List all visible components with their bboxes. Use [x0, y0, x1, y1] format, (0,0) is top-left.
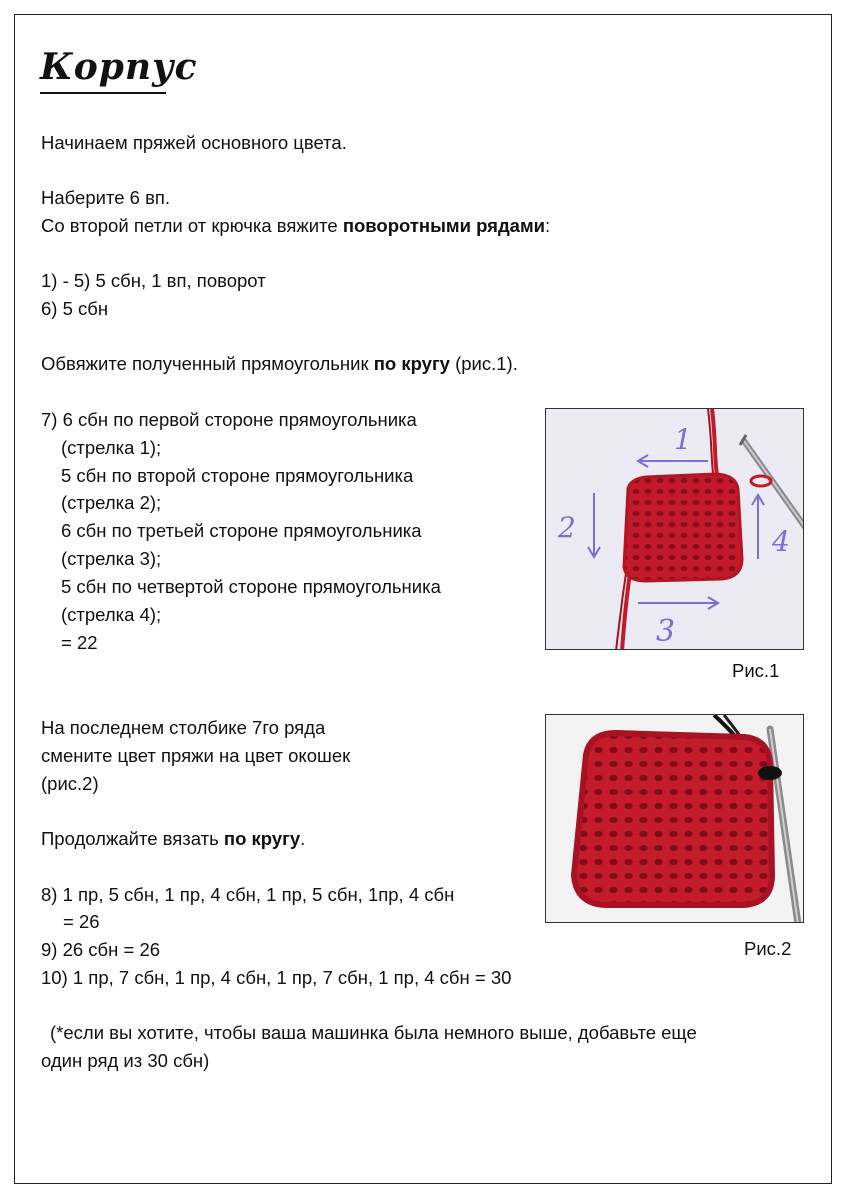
row-7-line: (стрелка 2); [61, 492, 162, 513]
figure-1-caption: Рис.1 [732, 660, 780, 681]
color-change-line: смените цвет пряжи на цвет окошек [41, 745, 351, 766]
edge-instruction: Обвяжите полученный прямоугольник по кругу (рис.1). [41, 353, 518, 374]
turning-rows-text: Со второй петли от крючка вяжите поворотными рядами: [41, 215, 551, 236]
row-7-total: = 22 [61, 632, 98, 653]
arrow-label: 1 [674, 423, 692, 456]
row-7-line: 5 сбн по второй стороне прямоугольника [61, 465, 414, 486]
title-underline [40, 92, 166, 94]
arrow-label: 3 [656, 614, 676, 649]
row-9: 9) 26 сбн = 26 [41, 939, 161, 960]
row-7-line: 6 сбн по третьей стороне прямоугольника [61, 520, 422, 541]
color-change-line: (рис.2) [41, 773, 99, 794]
figure-2-caption: Рис.2 [744, 938, 792, 959]
intro-text: Начинаем пряжей основного цвета. [41, 132, 347, 153]
arrow-label: 2 [558, 511, 576, 544]
row-1-5: 1) - 5) 5 сбн, 1 вп, поворот [41, 270, 266, 291]
note-text: (*если вы хотите, чтобы ваша машинка была немного выше, добавьте еще [50, 1022, 697, 1043]
page-title: Корпус [40, 46, 198, 88]
arrow-label: 4 [772, 525, 790, 558]
row-6: 6) 5 сбн [41, 298, 109, 319]
figure-2-photo [545, 714, 804, 923]
figure-1-photo [545, 408, 804, 650]
row-10: 10) 1 пр, 7 сбн, 1 пр, 4 сбн, 1 пр, 7 сбн, 1 пр, 4 сбн = 30 [41, 967, 512, 988]
cast-on-text: Наберите 6 вп. [41, 187, 171, 208]
note-text: один ряд из 30 сбн) [41, 1050, 210, 1071]
row-7-line: (стрелка 4); [61, 604, 162, 625]
color-change-line: На последнем столбике 7го ряда [41, 717, 326, 738]
row-8-total: = 26 [63, 911, 100, 932]
row-7-line: (стрелка 3); [61, 548, 162, 569]
row-8: 8) 1 пр, 5 сбн, 1 пр, 4 сбн, 1 пр, 5 сбн, 1пр, 4 сбн [41, 884, 455, 905]
row-7-line: 7) 6 сбн по первой стороне прямоугольника [41, 409, 417, 430]
row-7-line: (стрелка 1); [61, 437, 162, 458]
row-7-line: 5 сбн по четвертой стороне прямоугольника [61, 576, 441, 597]
continue-instruction: Продолжайте вязать по кругу. [41, 828, 306, 849]
